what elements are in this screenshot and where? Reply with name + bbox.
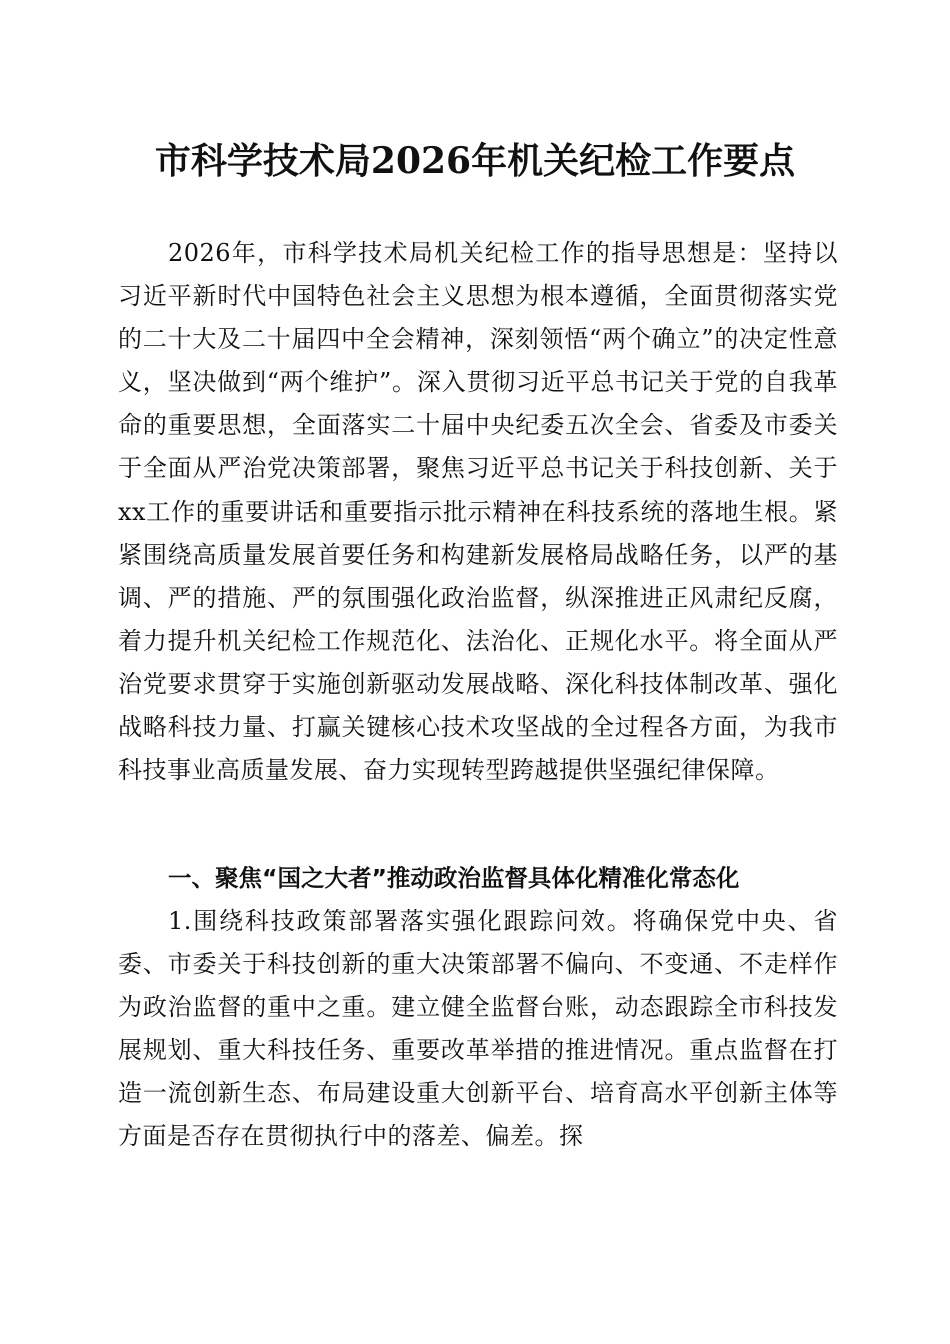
section-paragraph: 1.围绕科技政策部署落实强化跟踪问效。将确保党中央、省委、市委关于科技创新的重大决策部署不偏向、不变通、不走样作为政治监督的重中之重。建立健全监督台账，动态跟踪全市科技发展规划、重大科技任务、重要改革举措的推进情况。重点监督在打造一流创新生态、布局建设重大创新平台、培育高水平创新主体等方面是否存在贯彻执行中的落差、偏差。探 xyxy=(118,907,838,1151)
document-title: 市科学技术局2026年机关纪检工作要点 xyxy=(154,140,796,182)
section-heading: 一、聚焦“国之大者”推动政治监督具体化精准化常态化 xyxy=(168,864,740,892)
intro-paragraph: 2026年，市科学技术局机关纪检工作的指导思想是：坚持以习近平新时代中国特色社会主义思想为根本遵循，全面贯彻落实党的二十大及二十届四中全会精神，深刻领悟“两个确立”的决定性意义，坚决做到“两个维护”。深入贯彻习近平总书记关于党的自我革命的重要思想，全面落实二十届中央纪委五次全会、省委及市委关于全面从严治党决策部署，聚焦习近平总书记关于科技创新、关于xx工作的重要讲话和重要指示批示精神在科技系统的落地生根。紧紧围绕高质量发展首要任务和构建新发展格局战略任务，以严的基调、严的措施、严的氛围强化政治监督，纵深推进正风肃纪反腐，着力提升机关纪检工作规范化、法治化、正规化水平。将全面从严治党要求贯穿于实施创新驱动发展战略、深化科技体制改革、强化战略科技力量、打赢关键核心技术攻坚战的全过程各方面，为我市科技事业高质量发展、奋力实现转型跨越提供坚强纪律保障。 xyxy=(118,239,838,785)
